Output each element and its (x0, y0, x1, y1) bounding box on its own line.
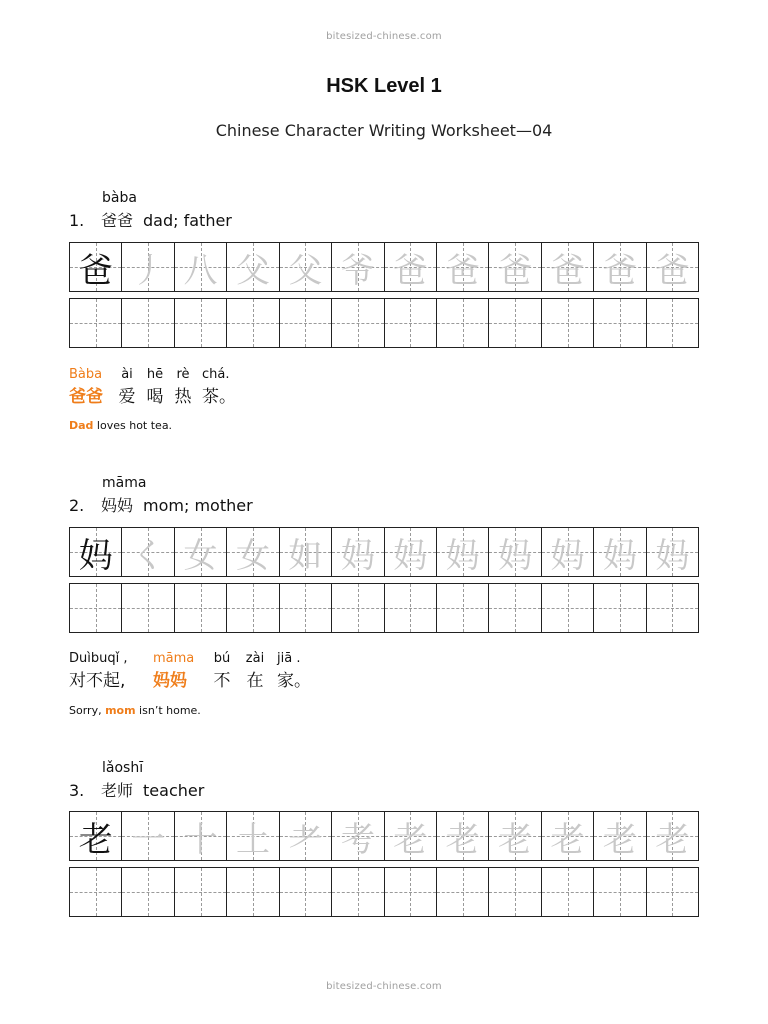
sentence-hanzi-word: 茶。 (202, 387, 236, 407)
sentence-hanzi-word: 爸爸 (69, 387, 103, 407)
grid-cell[interactable] (593, 812, 645, 860)
grid-cell[interactable] (70, 243, 121, 291)
grid-cell[interactable] (646, 868, 698, 916)
grid-cell[interactable] (331, 243, 383, 291)
trace-character: 耂 (288, 819, 323, 860)
sentence-hanzi-word: 不 (213, 671, 231, 691)
grid-cell[interactable] (646, 812, 698, 860)
entry-number: 1. (69, 211, 85, 230)
grid-cell[interactable] (436, 528, 488, 576)
grid-cell[interactable] (279, 243, 331, 291)
grid-cell[interactable] (436, 584, 488, 632)
grid-cell[interactable] (70, 868, 121, 916)
sentence-hanzi-word: 喝 (146, 387, 164, 407)
entry-meaning: mom; mother (143, 496, 253, 515)
trace-character: 爸 (550, 250, 585, 291)
translation-text: isn’t home. (135, 704, 201, 717)
grid-cell[interactable] (488, 584, 540, 632)
model-character: 妈 (78, 535, 113, 576)
grid-cell[interactable] (331, 528, 383, 576)
trace-character: 父 (235, 250, 270, 291)
trace-character: 老 (550, 819, 585, 860)
sentence-pinyin (69, 367, 242, 382)
grid-cell[interactable] (226, 812, 278, 860)
grid-cell[interactable] (331, 868, 383, 916)
grid-cell[interactable] (436, 299, 488, 347)
sentence-pinyin-word: jiā . (277, 651, 301, 666)
entry-heading (69, 493, 253, 516)
grid-cell[interactable] (384, 868, 436, 916)
grid-cell[interactable] (331, 584, 383, 632)
practice-grid-trace (69, 811, 699, 861)
trace-character: 妈 (393, 535, 428, 576)
page-subtitle: Chinese Character Writing Worksheet—04 (215, 121, 553, 140)
grid-cell[interactable] (541, 812, 593, 860)
grid-cell[interactable] (593, 868, 645, 916)
sentence-pinyin-word: hē (146, 367, 164, 382)
grid-cell[interactable] (226, 243, 278, 291)
model-character: 爸 (78, 250, 113, 291)
grid-cell[interactable] (646, 584, 698, 632)
trace-character: 老 (445, 819, 480, 860)
trace-character: 妈 (550, 535, 585, 576)
practice-grid-trace (69, 242, 699, 292)
grid-cell[interactable] (174, 812, 226, 860)
grid-cell[interactable] (226, 299, 278, 347)
grid-cell[interactable] (488, 868, 540, 916)
grid-cell[interactable] (541, 528, 593, 576)
grid-cell[interactable] (541, 868, 593, 916)
grid-cell[interactable] (384, 584, 436, 632)
translation-text: Sorry, (69, 704, 106, 717)
grid-cell[interactable] (646, 243, 698, 291)
grid-cell[interactable] (226, 528, 278, 576)
model-character: 老 (78, 819, 113, 860)
sentence-pinyin (69, 651, 317, 666)
grid-cell[interactable] (279, 868, 331, 916)
grid-cell[interactable] (488, 299, 540, 347)
grid-cell[interactable] (331, 812, 383, 860)
sentence-pinyin-word: chá. (202, 367, 230, 382)
grid-cell[interactable] (70, 584, 121, 632)
grid-cell[interactable] (646, 528, 698, 576)
entry-pinyin: bàba (102, 190, 137, 206)
sentence-hanzi-word: 热 (174, 387, 192, 407)
trace-character: 丿 (131, 250, 166, 291)
sentence-hanzi-word: 对不起, (69, 671, 126, 691)
grid-cell[interactable] (174, 243, 226, 291)
entry-meaning: teacher (143, 781, 205, 800)
grid-cell[interactable] (226, 584, 278, 632)
trace-character: 十 (183, 819, 218, 860)
practice-grid-blank (69, 583, 699, 633)
entry-word: 爸爸 (101, 211, 134, 230)
trace-character: 爸 (393, 250, 428, 291)
trace-character: 老 (498, 819, 533, 860)
trace-character: 妈 (655, 535, 690, 576)
grid-cell[interactable] (488, 528, 540, 576)
grid-cell[interactable] (436, 812, 488, 860)
sentence-translation (69, 419, 172, 432)
trace-character: 妈 (445, 535, 480, 576)
sentence-hanzi-word: 家。 (277, 671, 311, 691)
entry-number: 3. (69, 781, 85, 800)
trace-character: 土 (235, 819, 270, 860)
sentence-pinyin-word: Duìbuqǐ , (69, 651, 128, 666)
sentence-hanzi (69, 666, 311, 691)
trace-character: 父 (288, 250, 323, 291)
grid-cell[interactable] (174, 528, 226, 576)
sentence-pinyin-word: Bàba (69, 367, 103, 382)
grid-cell[interactable] (384, 299, 436, 347)
sentence-hanzi-word: 妈妈 (153, 671, 187, 691)
sentence-pinyin-word: rè (176, 367, 190, 382)
grid-cell[interactable] (384, 812, 436, 860)
practice-grid-blank (69, 298, 699, 348)
grid-cell[interactable] (593, 299, 645, 347)
trace-character: 老 (393, 819, 428, 860)
sentence-hanzi-word: 在 (246, 671, 264, 691)
grid-cell[interactable] (70, 299, 121, 347)
grid-cell[interactable] (279, 299, 331, 347)
grid-cell[interactable] (279, 584, 331, 632)
site-footer: bitesized-chinese.com (326, 981, 442, 992)
trace-character: 女 (183, 535, 218, 576)
sentence-hanzi-word: 爱 (118, 387, 136, 407)
grid-cell[interactable] (593, 584, 645, 632)
sentence-pinyin-word: māma (153, 651, 195, 666)
grid-cell[interactable] (279, 812, 331, 860)
trace-character: 妈 (602, 535, 637, 576)
grid-cell[interactable] (488, 243, 540, 291)
grid-cell[interactable] (488, 812, 540, 860)
grid-cell[interactable] (226, 868, 278, 916)
translation-highlight: Dad (69, 419, 94, 432)
trace-character: 如 (288, 535, 323, 576)
grid-cell[interactable] (646, 299, 698, 347)
grid-cell[interactable] (541, 299, 593, 347)
grid-cell[interactable] (174, 868, 226, 916)
entry-meaning: dad; father (143, 211, 232, 230)
entry-word: 妈妈 (101, 496, 134, 515)
grid-cell[interactable] (541, 584, 593, 632)
site-header: bitesized-chinese.com (326, 31, 442, 42)
grid-cell[interactable] (121, 812, 173, 860)
trace-character: く (131, 535, 166, 576)
grid-cell[interactable] (121, 584, 173, 632)
grid-cell[interactable] (436, 868, 488, 916)
trace-character: 考 (340, 819, 375, 860)
trace-character: 八 (183, 250, 218, 291)
grid-cell[interactable] (70, 528, 121, 576)
grid-cell[interactable] (593, 528, 645, 576)
entry-pinyin: lǎoshī (102, 760, 144, 776)
entry-word: 老师 (101, 781, 134, 800)
grid-cell[interactable] (541, 243, 593, 291)
trace-character: 爸 (498, 250, 533, 291)
entry-number: 2. (69, 496, 85, 515)
practice-grid-trace (69, 527, 699, 577)
trace-character: 妈 (498, 535, 533, 576)
trace-character: 女 (235, 535, 270, 576)
grid-cell[interactable] (384, 243, 436, 291)
trace-character: 爸 (655, 250, 690, 291)
page-title: HSK Level 1 (326, 75, 442, 97)
trace-character: 爸 (602, 250, 637, 291)
sentence-translation (69, 704, 201, 717)
practice-grid-blank (69, 867, 699, 917)
translation-text: loves hot tea. (93, 419, 173, 432)
translation-highlight: mom (105, 704, 136, 717)
grid-cell[interactable] (331, 299, 383, 347)
sentence-pinyin-word: bú (213, 651, 231, 666)
trace-character: 爷 (340, 250, 375, 291)
grid-cell[interactable] (70, 812, 121, 860)
grid-cell[interactable] (384, 528, 436, 576)
trace-character: 老 (602, 819, 637, 860)
grid-cell[interactable] (174, 299, 226, 347)
grid-cell[interactable] (121, 528, 173, 576)
grid-cell[interactable] (279, 528, 331, 576)
trace-character: 妈 (340, 535, 375, 576)
grid-cell[interactable] (174, 584, 226, 632)
entry-heading (69, 208, 232, 231)
grid-cell[interactable] (121, 868, 173, 916)
entry-heading (69, 778, 204, 801)
grid-cell[interactable] (121, 243, 173, 291)
trace-character: 一 (131, 819, 166, 860)
grid-cell[interactable] (436, 243, 488, 291)
grid-cell[interactable] (121, 299, 173, 347)
entry-pinyin: māma (102, 475, 147, 491)
trace-character: 爸 (445, 250, 480, 291)
grid-cell[interactable] (593, 243, 645, 291)
sentence-hanzi (69, 382, 236, 407)
sentence-pinyin-word: ài (121, 367, 133, 382)
trace-character: 老 (655, 819, 690, 860)
sentence-pinyin-word: zài (245, 651, 265, 666)
